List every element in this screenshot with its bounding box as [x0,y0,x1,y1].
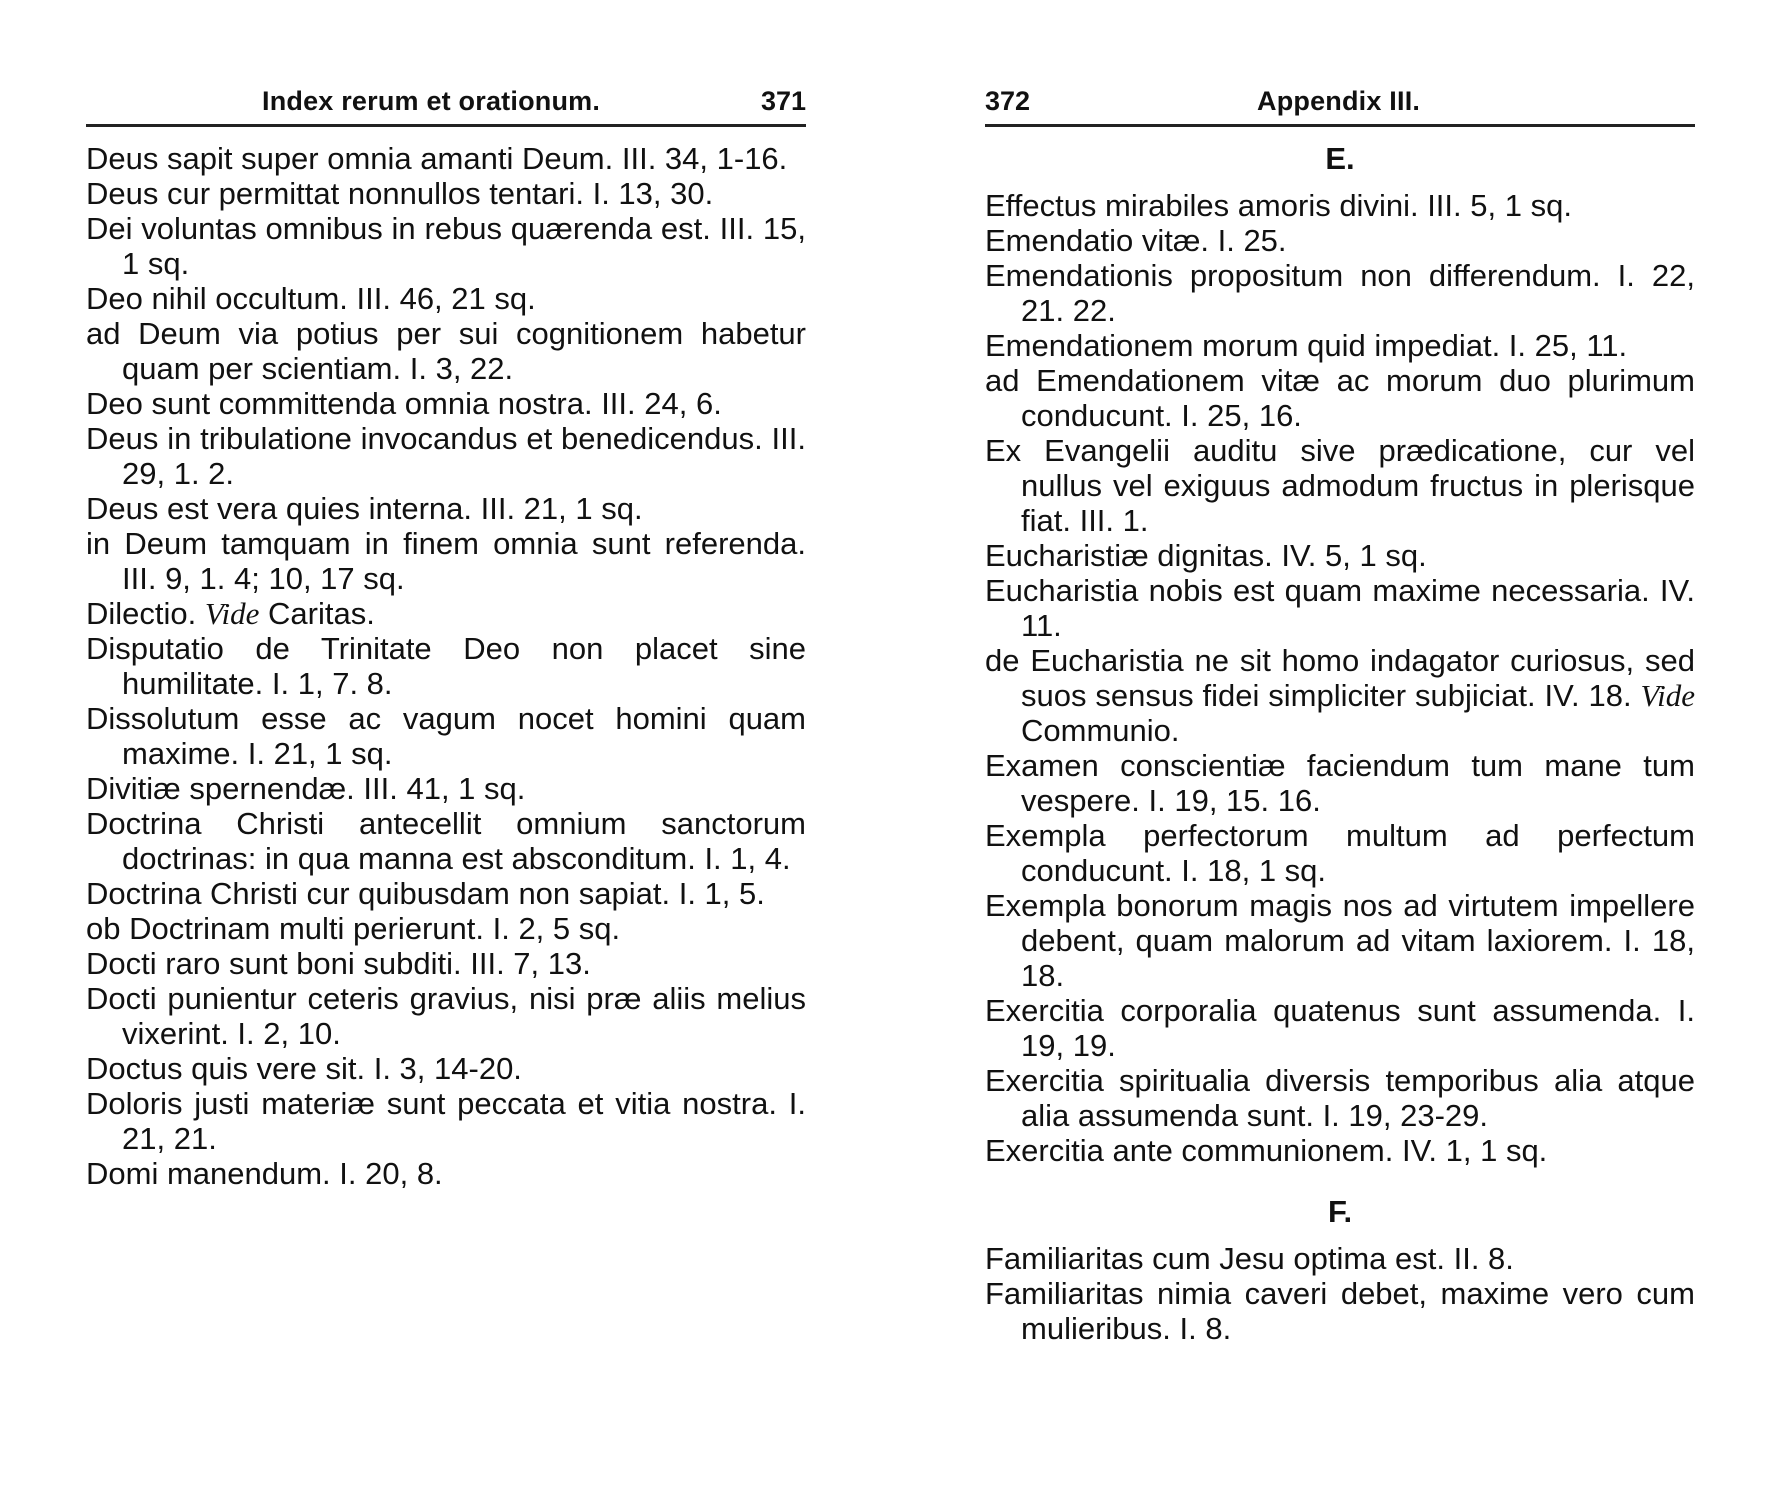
page-number: 371 [760,86,806,116]
index-entry: Domi manendum. I. 20, 8. [86,1156,443,1191]
left-page [86,80,806,1191]
index-entry: Divitiæ spernendæ. III. 41, 1 sq. [86,771,526,806]
index-entry: Doctus quis vere sit. I. 3, 14-20. [86,1051,522,1086]
running-title: Index rerum et orationum. [262,86,601,116]
index-entry: Deo sunt committenda omnia nostra. III. 24, 6. [86,386,722,421]
index-entry: in Deum tamquam in finem omnia sunt referenda. III. 9, 1. 4; 10, 17 sq. [86,526,806,596]
index-entry: Docti punientur ceteris gravius, nisi præ aliis melius vixerint. I. 2, 10. [86,981,806,1051]
index-entry: Examen conscientiæ faciendum tum mane tum vespere. I. 19, 15. 16. [985,748,1695,818]
index-entry: Eucharistiæ dignitas. IV. 5, 1 sq. [985,538,1427,573]
index-entry: Exercitia spiritualia diversis temporibus alia atque alia assumenda sunt. I. 19, 23-29. [985,1063,1695,1133]
index-entry: Disputatio de Trinitate Deo non placet sine humilitate. I. 1, 7. 8. [86,631,806,701]
index-entry: Exercitia ante communionem. IV. 1, 1 sq. [985,1133,1548,1168]
index-entry: Familiaritas cum Jesu optima est. II. 8. [985,1241,1514,1276]
index-entry: Deo nihil occultum. III. 46, 21 sq. [86,281,536,316]
index-entry: Dissolutum esse ac vagum nocet homini quam maxime. I. 21, 1 sq. [86,701,806,771]
vide-reference: Vide [204,596,260,631]
running-title: Appendix III. [1257,86,1421,116]
page-number: 372 [985,86,1031,116]
index-entry: Exercitia corporalia quatenus sunt assumenda. I. 19, 19. [985,993,1695,1063]
index-entry: Dei voluntas omnibus in rebus quærenda est. III. 15, 1 sq. [86,211,806,281]
index-entry: Deus cur permittat nonnullos tentari. I. 13, 30. [86,176,714,211]
index-entries [86,141,806,1191]
section-heading-e: E. [1325,141,1355,176]
index-entry: Exempla perfectorum multum ad perfectum conducunt. I. 18, 1 sq. [985,818,1695,888]
index-entry: ad Emendationem vitæ ac morum duo plurimum conducunt. I. 25, 16. [985,363,1695,433]
index-entry: Doloris justi materiæ sunt peccata et vitia nostra. I. 21, 21. [86,1086,806,1156]
index-entry: Exempla bonorum magis nos ad virtutem impellere debent, quam malorum ad vitam laxiorem. I. 18, 18. [985,888,1695,993]
index-entry: Emendationis propositum non differendum. I. 22, 21. 22. [985,258,1695,328]
index-entry: Deus in tribulatione invocandus et benedicendus. III. 29, 1. 2. [86,421,806,491]
index-entry-dilectio [86,596,806,631]
index-entry: ob Doctrinam multi perierunt. I. 2, 5 sq. [86,911,621,946]
index-entry: Emendatio vitæ. I. 25. [985,223,1287,258]
right-page [985,80,1695,1346]
index-entry-eucharistia [985,643,1695,748]
index-entry: ad Deum via potius per sui cognitionem habetur quam per scientiam. I. 3, 22. [86,316,806,386]
index-entry: Ex Evangelii auditu sive prædicatione, cur vel nullus vel exiguus admodum fructus in plerisque fiat. III. 1. [985,433,1695,538]
index-entry: Emendationem morum quid impediat. I. 25, 11. [985,328,1628,363]
cross-reference: Caritas. [268,596,375,631]
index-entry: Deus est vera quies interna. III. 21, 1 sq. [86,491,643,526]
index-entry: Effectus mirabiles amoris divini. III. 5, 1 sq. [985,188,1572,223]
index-entry: Familiaritas nimia caveri debet, maxime vero cum mulieribus. I. 8. [985,1276,1695,1346]
entry-text: de Eucharistia ne sit homo indagator curiosus, sed suos sensus fidei simpliciter subjiciat. IV. 18. [985,643,1695,713]
entry-text: Dilectio. [86,596,197,631]
index-entry: Docti raro sunt boni subditi. III. 7, 13. [86,946,591,981]
index-entry: Deus sapit super omnia amanti Deum. III. 34, 1-16. [86,141,788,176]
running-head [86,80,806,127]
cross-reference: Communio. [1021,713,1180,748]
vide-reference: Vide [1640,678,1695,713]
running-head [985,80,1695,127]
index-entry: Doctrina Christi antecellit omnium sanctorum doctrinas: in qua manna est absconditum. I. 1, 4. [86,806,806,876]
index-entries [985,141,1695,1346]
index-entry: Doctrina Christi cur quibusdam non sapiat. I. 1, 5. [86,876,765,911]
index-entry: Eucharistia nobis est quam maxime necessaria. IV. 11. [985,573,1695,643]
section-heading-f: F. [1327,1194,1353,1229]
